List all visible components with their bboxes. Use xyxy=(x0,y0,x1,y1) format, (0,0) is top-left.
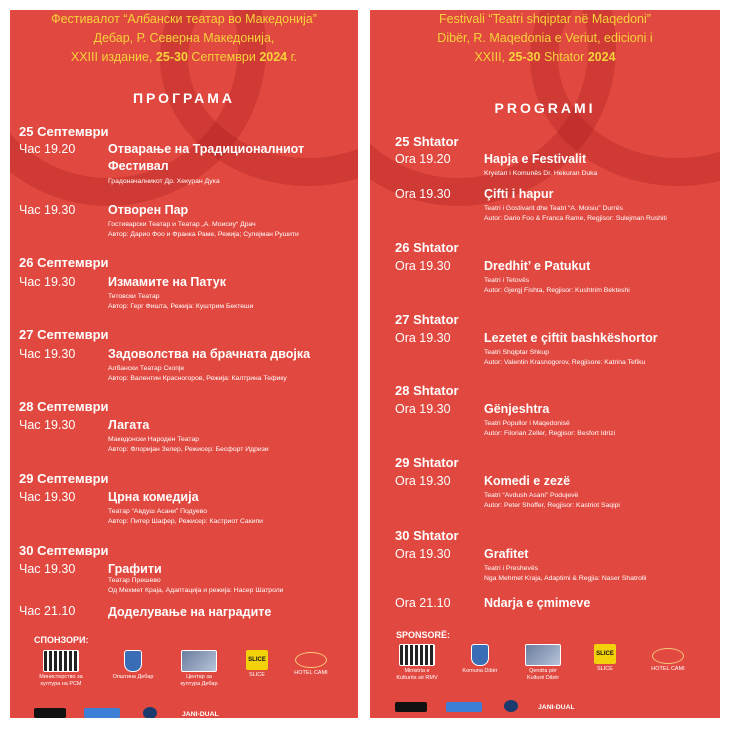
program-title: ПРОГРАМА xyxy=(132,90,236,106)
poster-macedonian xyxy=(10,10,358,718)
event-time: Ora 21.10 xyxy=(395,596,451,610)
event-credits: Од Мехмет Краја, Адаптација и режија: Насер Шатроли xyxy=(108,587,284,594)
event-title: Lezetet e çiftit bashkëshortor xyxy=(484,331,658,345)
event-organizer: Kryetari i Komunës Dr. Hekuran Duka xyxy=(484,170,598,177)
festival-location: Dibër, R. Maqedonia e Veriut, edicioni i xyxy=(437,31,653,45)
event-credits: Автор: Флоријан Зелер, Режисер: Бесфорт Идризи xyxy=(108,446,269,453)
event-time: Ora 19.30 xyxy=(395,331,451,345)
event-time: Час 19.30 xyxy=(19,418,76,432)
culture-center-logo-icon xyxy=(181,650,217,672)
partner-text: JANI-DUAL xyxy=(538,704,575,711)
event-credits: Autor: Filorian Zeller, Regjisor: Besfort Idrizi xyxy=(484,430,616,437)
date-heading: 29 Септември xyxy=(19,471,109,486)
event-time: Ora 19.30 xyxy=(395,547,451,561)
slice-logo-icon: SLICE xyxy=(246,650,268,670)
municipality-shield-icon xyxy=(471,644,489,666)
event-organizer: Театар Прешево xyxy=(108,577,161,584)
event-title: Grafitet xyxy=(484,547,529,561)
event-time: Час 19.30 xyxy=(19,347,76,361)
event-title: Gënjeshtra xyxy=(484,402,550,416)
date-heading: 28 Септември xyxy=(19,399,109,414)
event-time: Час 19.30 xyxy=(19,275,76,289)
event-organizer: Teatri i Preshevës xyxy=(484,565,539,572)
date-heading: 26 Септември xyxy=(19,255,109,270)
event-title: Лагата xyxy=(108,418,150,432)
event-title: Задоволства на брачната двојка xyxy=(108,347,311,361)
event-time: Ora 19.30 xyxy=(395,402,451,416)
date-heading: 29 Shtator xyxy=(395,455,459,470)
partner-logo-icon xyxy=(395,702,427,712)
date-heading: 30 Shtator xyxy=(395,528,459,543)
event-credits: Nga Mehmet Kraja, Adaptimi & Regjia: Naser Shatrolli xyxy=(484,575,647,582)
sponsor-ministry: Ministria e Kulturës së RMV xyxy=(392,644,442,682)
event-organizer: Театар “Авдуш Асани” Подуево xyxy=(108,508,208,515)
sponsor-hotel: HOTEL CAMI xyxy=(643,648,693,673)
event-title: Hapja e Festivalit xyxy=(484,152,587,166)
event-time: Час 19.30 xyxy=(19,490,76,504)
event-credits: Автор: Дарио Фоо и Франка Раме, Режија; Сулејман Рушити xyxy=(108,231,299,238)
partner-logo-icon xyxy=(34,708,66,718)
date-heading: 27 Shtator xyxy=(395,312,459,327)
event-time: Ora 19.30 xyxy=(395,259,451,273)
partner-text: JANI-DUAL xyxy=(182,711,219,718)
event-time: Ora 19.30 xyxy=(395,187,451,201)
sponsor-culture-center: Центар за култура Дебар xyxy=(174,650,224,688)
event-title: Црна комедија xyxy=(108,490,199,504)
festival-title: Festivali “Teatri shqiptar në Maqedoni” xyxy=(439,12,651,26)
event-title: Графити xyxy=(108,562,162,576)
poster-albanian xyxy=(370,10,720,718)
sponsor-slice: SLICE SLICE xyxy=(232,650,282,679)
date-heading: 25 Shtator xyxy=(395,134,459,149)
event-credits: Автор: Валентин Красногоров, Режија: Калтрина Тефику xyxy=(108,375,287,382)
event-credits: Autor: Peter Shoffer, Regjisor: Kastriot Saqipi xyxy=(484,502,620,509)
event-credits: Autor: Gjergj Fishta, Regjisor: Kushtrim Bekteshi xyxy=(484,287,630,294)
municipality-shield-icon xyxy=(124,650,142,672)
sponsor-municipality: Општина Дебар xyxy=(108,650,158,681)
partner-logo-icon xyxy=(504,700,518,712)
partner-logo-icon xyxy=(446,702,482,712)
event-title: Ndarja e çmimeve xyxy=(484,596,591,610)
program-title: PROGRAMI xyxy=(494,100,596,116)
event-organizer: Teatri i Gostivarit dhe Teatri “A. Moisiu” Durrës xyxy=(484,205,623,212)
event-title: Çifti i hapur xyxy=(484,187,554,201)
slice-logo-icon: SLICE xyxy=(594,644,616,664)
sponsor-slice: SLICE SLICE xyxy=(580,644,630,673)
sponsors-label: СПОНЗОРИ: xyxy=(34,635,89,645)
event-title: Доделување на наградите xyxy=(108,605,272,619)
hotel-logo-icon xyxy=(295,652,327,668)
event-credits: Автор: Герг Фишта, Режија: Куштрим Бектеши xyxy=(108,303,254,310)
ministry-logo-icon xyxy=(399,644,435,666)
sponsor-municipality: Komuna Dibër xyxy=(455,644,505,675)
event-credits: Autor: Valentin Krasnogorov, Regjisore: Katrina Tefiku xyxy=(484,359,646,366)
sponsor-ministry: Министерство за култура на РСМ xyxy=(36,650,86,688)
event-organizer: Гостиварски Театар и Театар „А. Моисиу“ Драч xyxy=(108,221,256,228)
event-organizer: Teatri “Avdush Asani” Podujevë xyxy=(484,492,579,499)
date-heading: 25 Септември xyxy=(19,124,109,139)
date-heading: 28 Shtator xyxy=(395,383,459,398)
date-heading: 27 Септември xyxy=(19,327,109,342)
event-time: Ora 19.30 xyxy=(395,474,451,488)
event-title: Dredhit’ e Patukut xyxy=(484,259,591,273)
event-organizer: Албански Театар Скопје xyxy=(108,365,185,372)
sponsor-hotel: HOTEL CAMI xyxy=(286,652,336,677)
event-title: Komedi e zezë xyxy=(484,474,571,488)
event-time: Час 19.30 xyxy=(19,562,76,576)
festival-edition: XXIII издание, 25-30 Септември 2024 г. xyxy=(70,50,298,64)
event-time: Час 19.30 xyxy=(19,203,76,217)
festival-edition: XXIII, 25-30 Shtator 2024 xyxy=(474,50,616,64)
event-title: Отворен Пар xyxy=(108,203,189,217)
event-organizer: Македонски Народен Театар xyxy=(108,436,200,443)
ministry-logo-icon xyxy=(43,650,79,672)
event-time: Час 19.20 xyxy=(19,142,76,156)
event-organizer: Teatri i Tetovës xyxy=(484,277,530,284)
event-title: Измамите на Патук xyxy=(108,275,226,289)
event-credits: Автор: Питер Шафер, Режисер: Кастриот Сакипи xyxy=(108,518,263,525)
partner-logo-icon xyxy=(84,708,120,718)
event-title: Отварање на Традиционалниот Фестивал xyxy=(108,142,305,173)
festival-location: Дебар, Р. Северна Македонија, xyxy=(93,31,275,45)
event-organizer: Teatri Popullor i Maqedonisë xyxy=(484,420,570,427)
event-time: Час 21.10 xyxy=(19,604,76,618)
event-organizer: Teatri Shqiptar Shkup xyxy=(484,349,549,356)
date-heading: 26 Shtator xyxy=(395,240,459,255)
event-organizer: Градоначалникот Др. Хекуран Дука xyxy=(108,178,220,185)
festival-title: Фестивалот “Албански театар во Македонија” xyxy=(51,12,317,26)
partner-logo-icon xyxy=(143,707,157,718)
date-heading: 30 Септември xyxy=(19,543,109,558)
event-organizer: Тетовски Театар xyxy=(108,293,160,300)
culture-center-logo-icon xyxy=(525,644,561,666)
event-credits: Autor: Dario Foo & Franca Rame, Regjisor: Sulejman Rushiti xyxy=(484,215,667,222)
sponsors-label: SPONSORË: xyxy=(396,630,451,640)
sponsor-culture-center: Qendra për Kulturë Dibër xyxy=(518,644,568,682)
hotel-logo-icon xyxy=(652,648,684,664)
event-time: Ora 19.20 xyxy=(395,152,451,166)
